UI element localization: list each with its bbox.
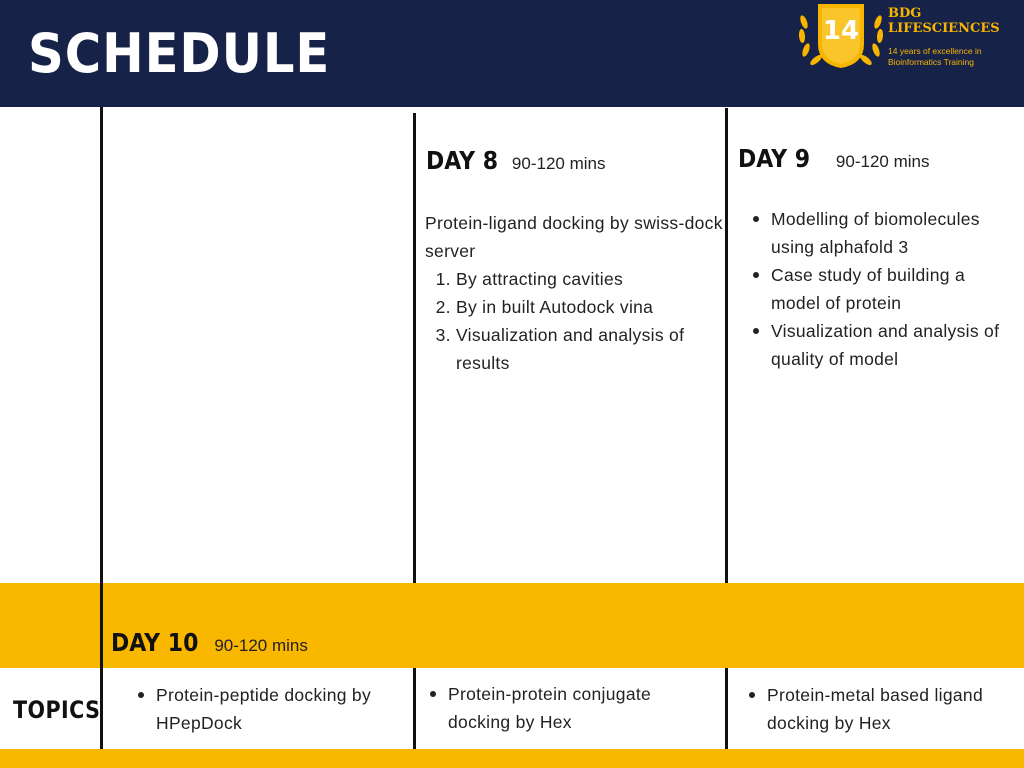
day10-topic-1: [134, 681, 412, 737]
day9-label: DAY 9: [738, 144, 811, 173]
logo-number: 14: [822, 16, 860, 46]
day10-topic-list: [745, 681, 1021, 737]
day10-topic: Protein-peptide docking by HPepDock: [134, 681, 412, 737]
day9-list: [749, 205, 1019, 373]
bottom-band: [0, 749, 1024, 768]
day10-topic-list: [426, 680, 716, 736]
header-bar: [0, 0, 1024, 107]
divider-right-top: [725, 108, 728, 583]
day9-item: Modelling of biomolecules using alphafold 3: [749, 205, 1019, 261]
day10-label: DAY 10: [111, 628, 199, 657]
day8-content: [425, 209, 723, 377]
day8-list: [425, 265, 723, 377]
day10-topic: Protein-protein conjugate docking by Hex: [426, 680, 716, 736]
day10-topic-list: [134, 681, 412, 737]
day9-duration: 90-120 mins: [835, 152, 930, 171]
divider-mid-top: [413, 113, 416, 583]
logo-name: BDG LIFESCIENCES: [888, 6, 1000, 36]
day9-header: [738, 144, 929, 173]
day10-topic: Protein-metal based ligand docking by Hex: [745, 681, 1021, 737]
logo-tagline: 14 years of excellence in Bioinformatics Training: [888, 46, 982, 67]
day8-duration: 90-120 mins: [511, 154, 606, 173]
divider-left: [100, 107, 103, 749]
topics-label: TOPICS: [13, 696, 101, 724]
day8-intro: Protein-ligand docking by swiss-dock server: [425, 213, 723, 261]
day10-header: [111, 628, 308, 657]
day8-label: DAY 8: [426, 146, 499, 175]
day8-header: [426, 146, 605, 175]
day10-duration: 90-120 mins: [214, 636, 308, 655]
day9-item: Visualization and analysis of quality of model: [749, 317, 1019, 373]
divider-right-bottom: [725, 668, 728, 749]
page-title: SCHEDULE: [28, 22, 331, 85]
day8-item: 3. Visualization and analysis of results: [456, 321, 723, 377]
day9-item: Case study of building a model of protein: [749, 261, 1019, 317]
day8-item: 2. By in built Autodock vina: [456, 293, 723, 321]
brand-logo: [796, 2, 1022, 72]
day8-item: 1. By attracting cavities: [456, 265, 723, 293]
day10-topic-2: [426, 680, 716, 736]
divider-mid-bottom: [413, 668, 416, 749]
day10-topic-3: [745, 681, 1021, 737]
day9-content: [749, 205, 1019, 373]
